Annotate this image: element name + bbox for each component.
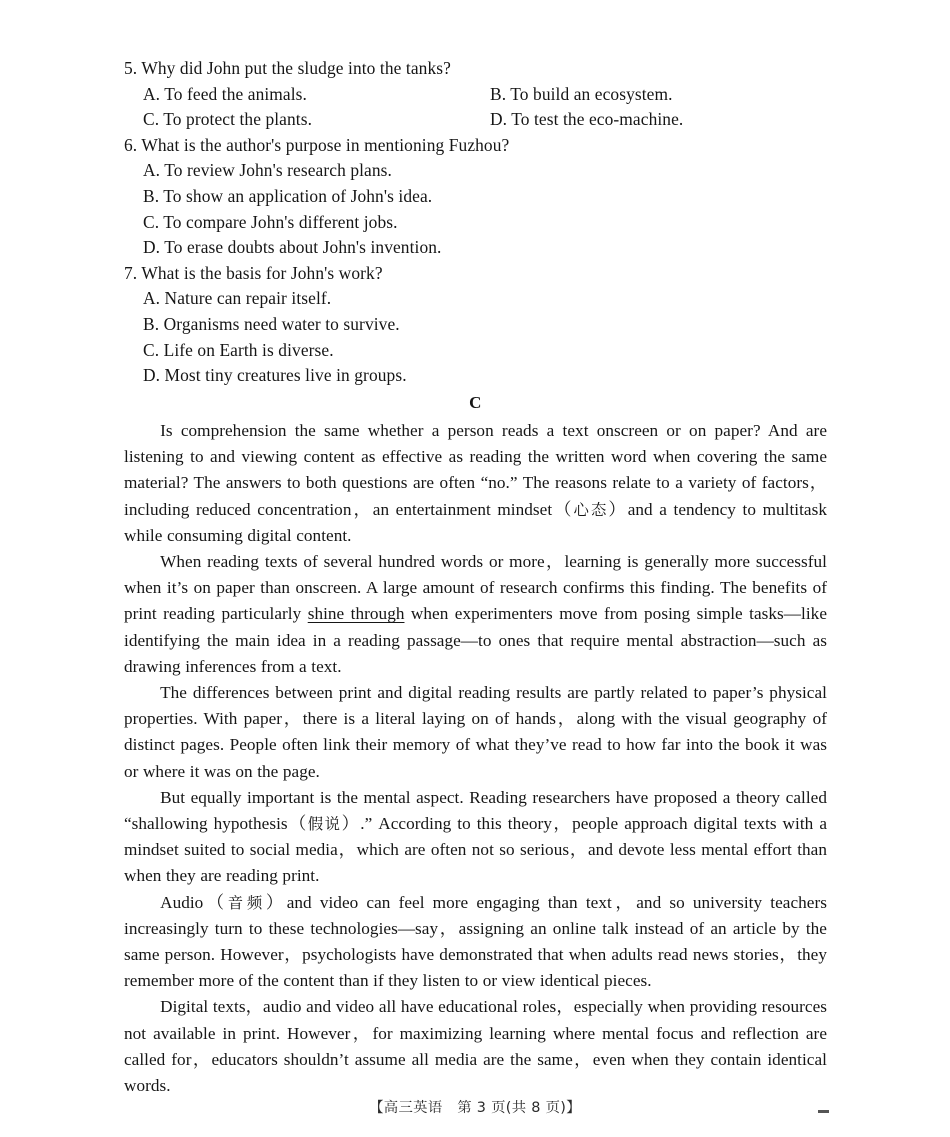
option-6-b[interactable]: B. To show an application of John's idea. (143, 185, 433, 206)
page-footer: 【高三英语 第 3 页(共 8 页)】 (369, 1100, 581, 1116)
option-6-a[interactable]: A. To review John's research plans. (143, 160, 392, 181)
question-item-5 (124, 56, 834, 133)
question-item-6 (124, 133, 834, 261)
passage-section-letter: C (469, 393, 482, 412)
passage-paragraph: Audio（音频）and video can feel more engaging than text，and so university teachers increasingly turn to these technologies—say，assigning an online talk instead of an article by the same person. However，psychologists have demonstrated that when adults read news stories，they remember more of the content than if they listen to or view identical pieces. (124, 892, 827, 991)
question-item-7 (124, 261, 834, 389)
option-6-c[interactable]: C. To compare John's different jobs. (143, 211, 398, 232)
passage-paragraph: But equally important is the mental aspect. Reading researchers have proposed a theory called “shallowing hypothesis（假说）.” According to this theory，people approach digital texts with a mindset suited to social media，which are often not so serious，and devote less mental effort than when they are reading print. (124, 787, 827, 886)
question-list (124, 56, 834, 389)
question-stem-7: 7. What is the basis for John's work? (124, 262, 383, 283)
chinese-gloss: 音频 (227, 893, 266, 912)
page-edge-mark (818, 1110, 829, 1113)
passage-paragraph: The differences between print and digital reading results are partly related to paper’s physical properties. With paper，there is a literal laying on of hands，along with the visual geography of distinct pages. People often link their memory of what they’ve read to how far into the book it was or where it was on the page. (124, 683, 827, 781)
reading-passage (124, 390, 827, 1099)
passage-paragraph: Digital texts，audio and video all have educational roles，especially when providing resources not available in print. However，for maximizing learning where mental focus and reflection are called for，educators shouldn’t assume all media are the same，even when they contain identical words. (124, 997, 827, 1096)
option-6-d[interactable]: D. To erase doubts about John's invention. (143, 237, 442, 258)
option-5-c[interactable]: C. To protect the plants. (143, 109, 313, 130)
question-options-5 (124, 82, 834, 133)
question-options-6 (124, 158, 834, 260)
option-5-a[interactable]: A. To feed the animals. (143, 83, 307, 104)
question-options-7 (124, 286, 834, 388)
underlined-phrase: shine through (307, 604, 405, 624)
question-stem-5: 5. Why did John put the sludge into the tanks? (124, 58, 451, 78)
option-7-d[interactable]: D. Most tiny creatures live in groups. (143, 365, 407, 386)
passage-paragraph: When reading texts of several hundred words or more，learning is generally more successful when it’s on paper than onscreen. A large amount of research confirms this finding. The benefits of print reading particularly shine through when experimenters move from posing simple tasks—like identifying the main idea in a reading passage—to ones that require mental abstraction—such as drawing inferences from a text. (124, 552, 827, 676)
option-7-a[interactable]: A. Nature can repair itself. (143, 288, 332, 309)
question-stem-6: 6. What is the author's purpose in mentioning Fuzhou? (124, 134, 510, 155)
option-7-c[interactable]: C. Life on Earth is diverse. (143, 339, 334, 360)
chinese-gloss: 假说 (307, 815, 342, 834)
option-5-b[interactable]: B. To build an ecosystem. (490, 83, 673, 104)
option-5-d[interactable]: D. To test the eco-machine. (490, 109, 684, 130)
passage-paragraph: Is comprehension the same whether a person reads a text onscreen or on paper? And are listening to and viewing content as effective as reading the written word when covering the same material? The answers to both questions are often “no.” The reasons relate to a variety of factors，including reduced concentration，an entertainment mindset（心态）and a tendency to multitask while consuming digital content. (124, 421, 827, 545)
option-7-b[interactable]: B. Organisms need water to survive. (143, 313, 400, 334)
chinese-gloss: 心态 (573, 500, 609, 519)
